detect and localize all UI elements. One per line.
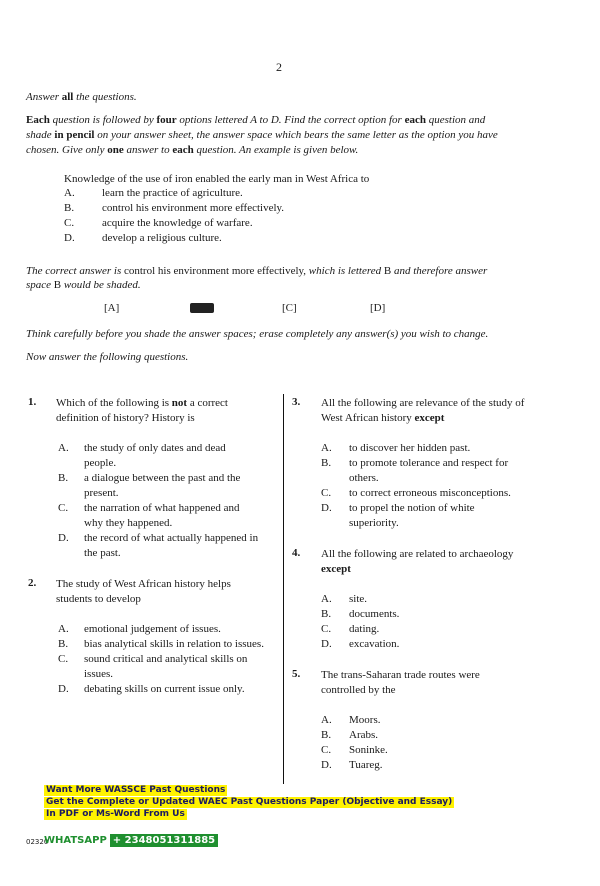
option-d: D. debating skills on current issue only.	[58, 683, 245, 695]
option-a: A. emotional judgement of issues.	[58, 623, 221, 635]
question-number: 1.	[28, 396, 37, 408]
whatsapp-label: WHATSAPP	[44, 835, 107, 846]
option-d: D. Tuareg.	[321, 759, 383, 771]
question-number: 3.	[292, 396, 301, 408]
option-b: B. Arabs.	[321, 729, 379, 741]
option-b: B. to promote tolerance and respect for others.	[321, 457, 509, 484]
instruction-line-1: Each question is followed by four options lettered A to D. Find the correct option for each question and	[26, 114, 486, 126]
question-text: The study of West African history helps students to develop	[56, 578, 231, 605]
instruction-line-2: shade in pencil on your answer sheet, the answer space which bears the same letter as the option you have	[26, 129, 498, 141]
bubble-c: [C]	[282, 302, 297, 314]
now-answer: Now answer the following questions.	[26, 351, 189, 363]
example-option-a: A. learn the practice of agriculture.	[64, 187, 243, 199]
example-answer-line-2: space B would be shaded.	[26, 279, 141, 291]
example-option-c: C. acquire the knowledge of warfare.	[64, 217, 253, 229]
option-c: C. the narration of what happened and why they happened.	[58, 502, 240, 529]
question-text: The trans-Saharan trade routes were controlled by the	[321, 669, 480, 696]
example-question: Knowledge of the use of iron enabled the early man in West Africa to	[64, 173, 370, 185]
option-a: A. to discover her hidden past.	[321, 442, 471, 454]
option-d: D. to propel the notion of white superiority.	[321, 502, 475, 529]
option-c: C. sound critical and analytical skills on issues.	[58, 653, 248, 680]
option-b: B. a dialogue between the past and the present.	[58, 472, 241, 499]
example-answer-line-1: The correct answer is control his environment more effectively, which is lettered B and therefore answer	[26, 265, 488, 277]
whatsapp-number[interactable]: + 2348051311885	[110, 834, 218, 847]
option-c: C. dating.	[321, 623, 380, 635]
option-b: B. bias analytical skills in relation to issues.	[58, 638, 264, 650]
option-a: A. Moors.	[321, 714, 381, 726]
think-carefully: Think carefully before you shade the answer spaces; erase completely any answer(s) you wish to change.	[26, 328, 489, 340]
question-text: Which of the following is not a correct definition of history? History is	[56, 397, 228, 424]
promo-line-2: Get the Complete or Updated WAEC Past Questions Paper (Objective and Essay)	[46, 797, 453, 807]
option-c: C. Soninke.	[321, 744, 388, 756]
option-a: A. site.	[321, 593, 368, 605]
question-text: All the following are relevance of the study of West African history except	[321, 397, 525, 424]
question-text: All the following are related to archaeology except	[321, 548, 514, 575]
option-c: C. to correct erroneous misconceptions.	[321, 487, 511, 499]
option-d: D. the record of what actually happened in the past.	[58, 532, 259, 559]
whatsapp-contact[interactable]	[44, 835, 218, 846]
option-a: A. the study of only dates and dead people.	[58, 442, 226, 469]
bubble-a: [A]	[104, 302, 120, 314]
paper-code: 02320	[26, 838, 49, 846]
column-divider	[283, 394, 284, 784]
example-option-d: D. develop a religious culture.	[64, 232, 222, 244]
page-number: 2	[276, 60, 282, 74]
instruction-answer-all: Answer all the questions.	[26, 91, 137, 103]
question-number: 4.	[292, 547, 301, 559]
option-d: D. excavation.	[321, 638, 400, 650]
example-option-b: B. control his environment more effectively.	[64, 202, 285, 214]
instruction-line-3: chosen. Give only one answer to each question. An example is given below.	[26, 144, 359, 156]
bubble-d: [D]	[370, 302, 386, 314]
question-number: 5.	[292, 668, 301, 680]
option-b: B. documents.	[321, 608, 400, 620]
promo-line-1: Want More WASSCE Past Questions	[46, 785, 226, 795]
question-number: 2.	[28, 577, 37, 589]
promo-line-3: In PDF or Ms-Word From Us	[46, 809, 185, 819]
instruction-paragraph	[26, 113, 571, 158]
